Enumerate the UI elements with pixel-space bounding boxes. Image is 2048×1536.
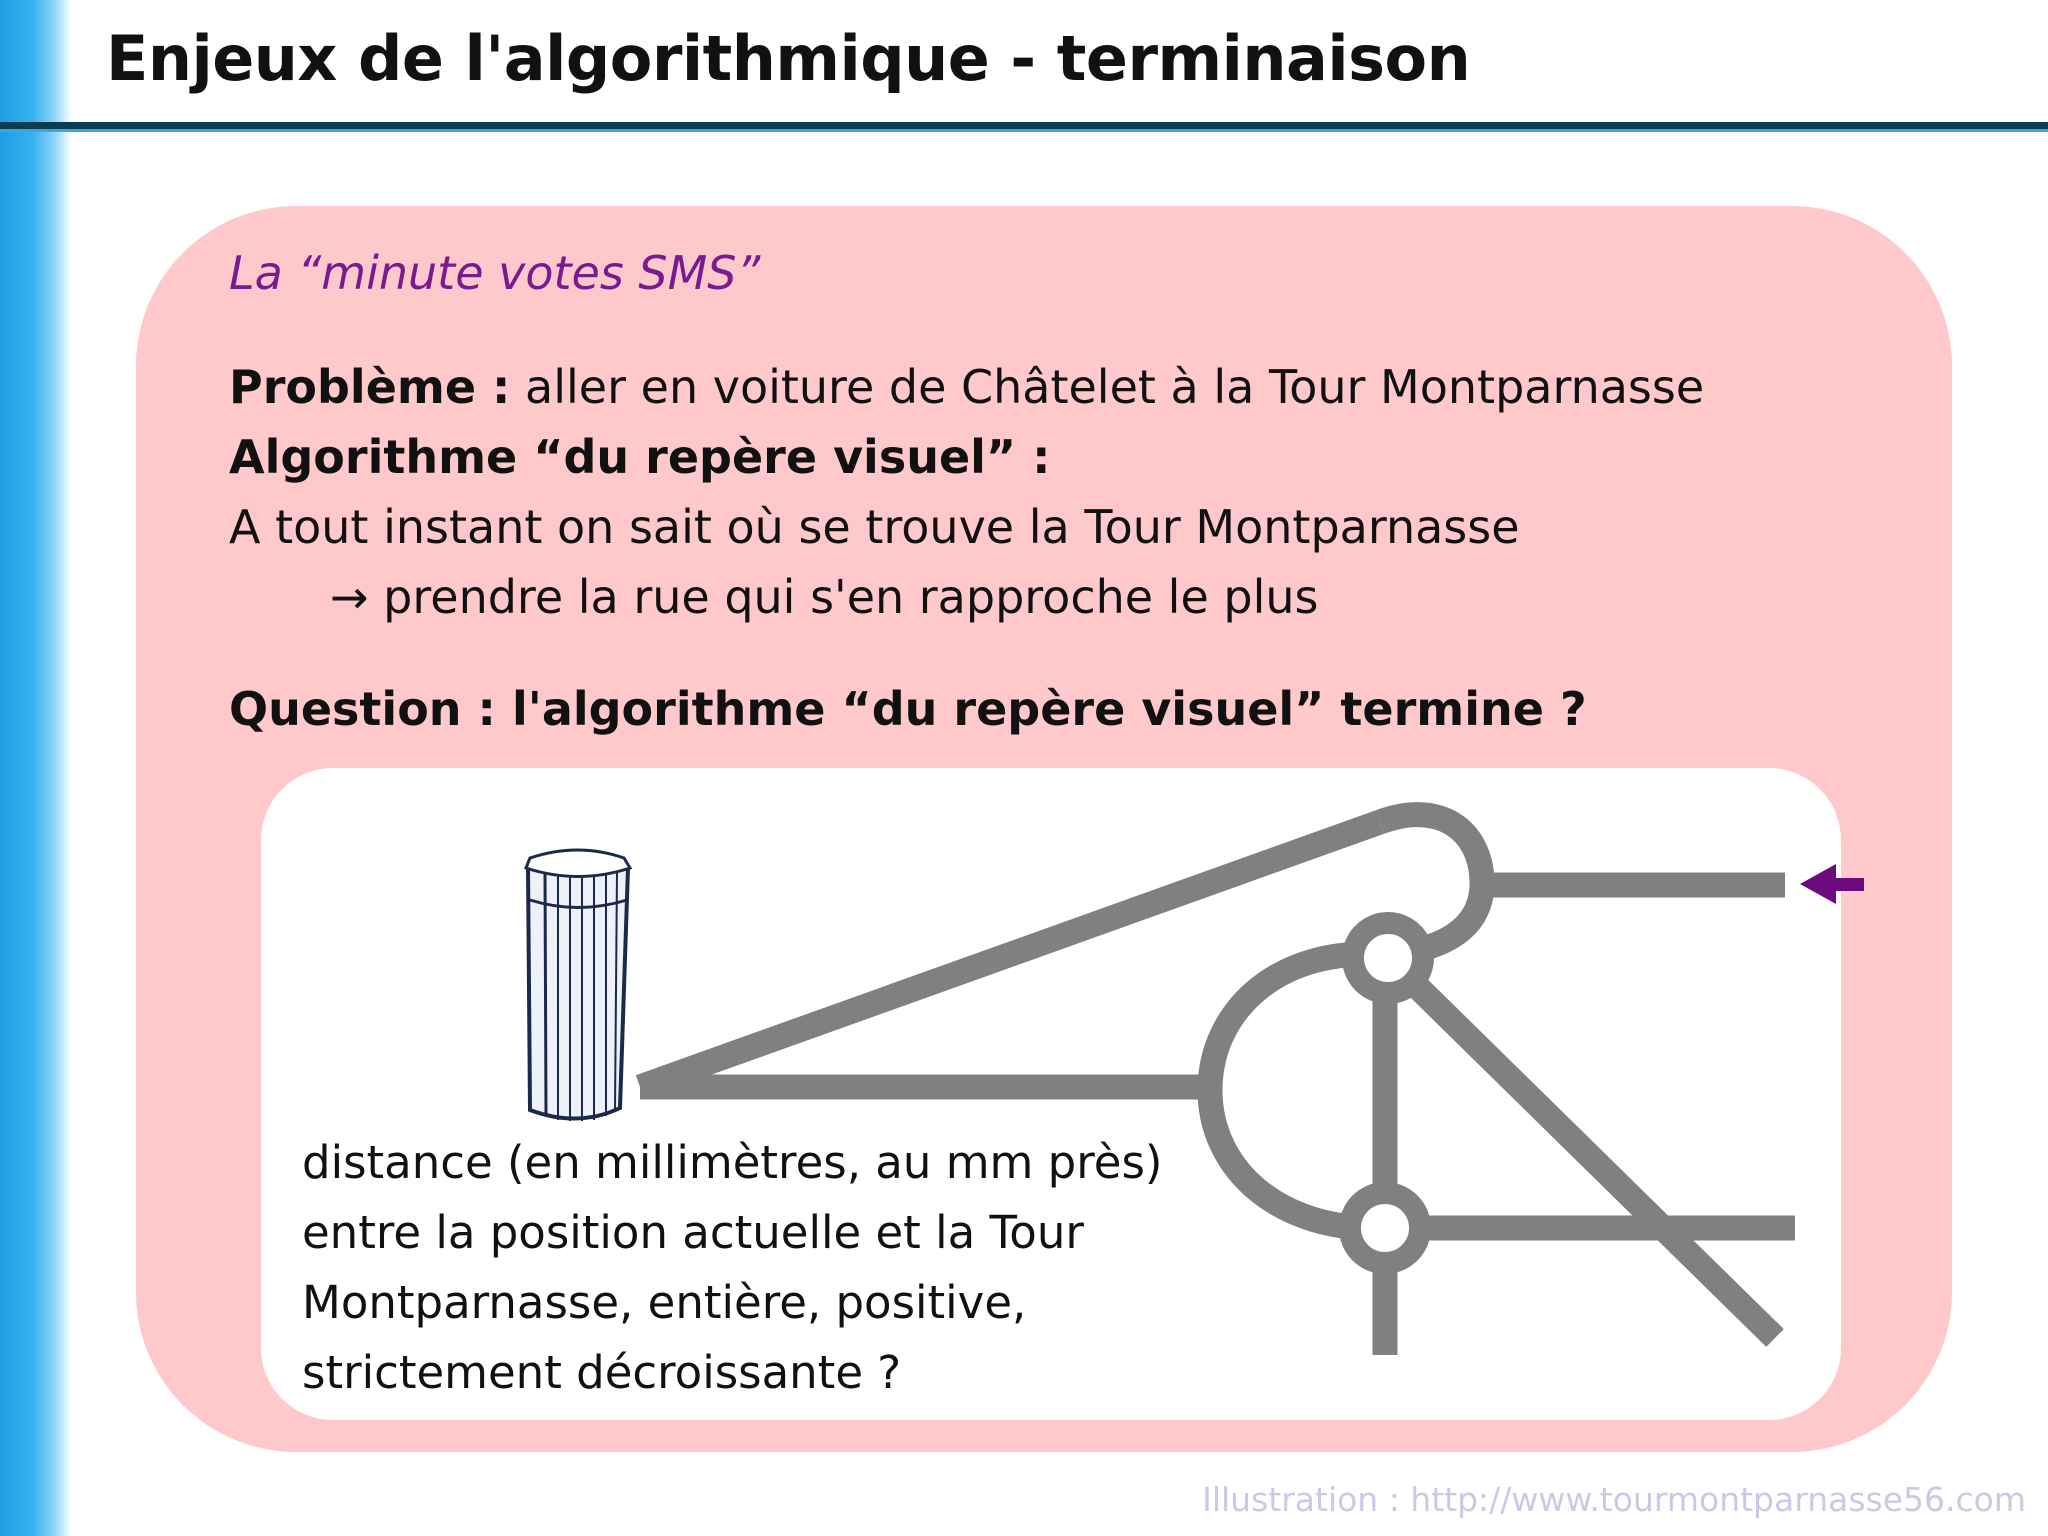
algorithme-step: → prendre la rue qui s'en rapproche le plus: [330, 570, 1319, 624]
junction-top: [1353, 923, 1423, 993]
illustration-credit: Illustration : http://www.tourmontparnasse56.com: [1202, 1480, 2026, 1519]
probleme-label: Problème :: [229, 360, 511, 414]
distance-line-1: distance (en millimètres, au mm près): [302, 1136, 1163, 1189]
algorithme-label: Algorithme “du repère visuel” :: [229, 430, 1051, 484]
road-diagonal-down: [1385, 955, 1775, 1338]
road-diagonal-up: [640, 822, 1380, 1087]
slide-title: Enjeux de l'algorithmique - terminaison: [106, 22, 1471, 95]
subtitle: La “minute votes SMS”: [229, 246, 761, 300]
distance-line-2: entre la position actuelle et la Tour: [302, 1206, 1084, 1259]
algorithme-line: A tout instant on sait où se trouve la Tour Montparnasse: [229, 500, 1520, 554]
tower-icon: [526, 850, 630, 1121]
junction-bottom: [1350, 1193, 1420, 1263]
distance-question: [302, 1128, 1162, 1408]
distance-line-3: Montparnasse, entière, positive,: [302, 1276, 1027, 1329]
question-line: Question : l'algorithme “du repère visuel” termine ?: [229, 682, 1587, 736]
distance-line-4: strictement décroissante ?: [302, 1346, 902, 1399]
probleme-text: aller en voiture de Châtelet à la Tour Montparnasse: [510, 360, 1705, 414]
arrow-left-icon: [1800, 864, 1864, 904]
